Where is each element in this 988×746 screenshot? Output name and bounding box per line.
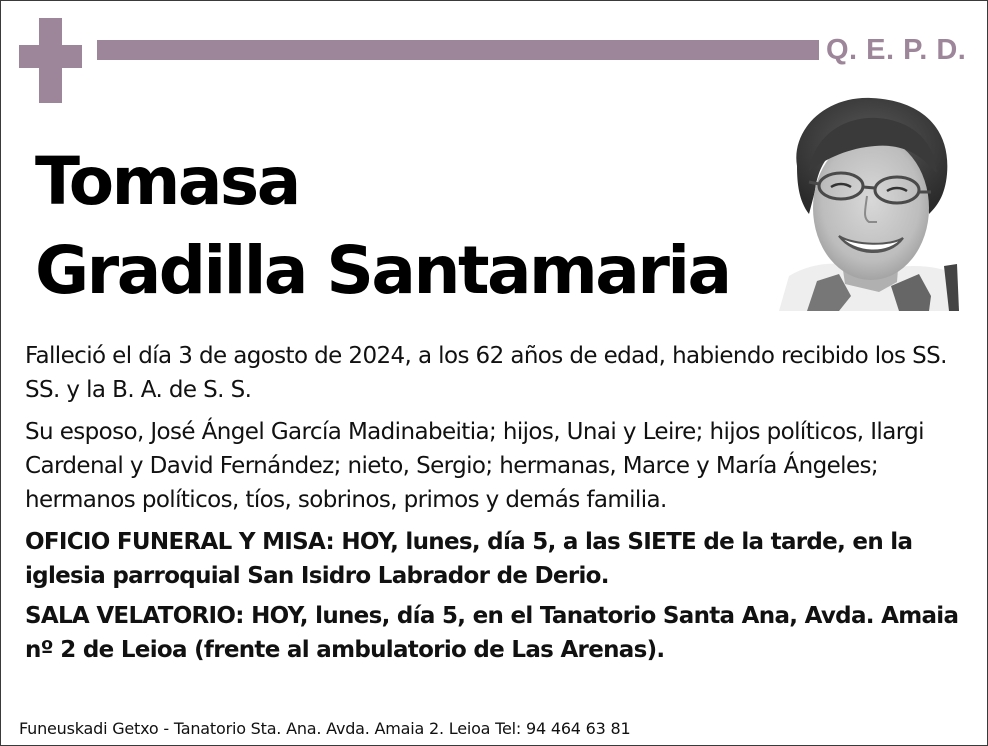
funeral-service-info: OFICIO FUNERAL Y MISA: HOY, lunes, día 5, a las SIETE de la tarde, en la iglesia parroquial San Isidro Labrador de Derio.: [25, 529, 913, 589]
deceased-surnames: Gradilla Santamaria: [35, 232, 730, 309]
obituary-body: [25, 339, 965, 673]
deceased-name: [35, 137, 730, 315]
header-divider-bar: [97, 40, 819, 60]
latin-cross-icon: [19, 18, 82, 103]
qepd-label: Q. E. P. D.: [826, 34, 967, 66]
deceased-first-name: Tomasa: [35, 143, 299, 220]
death-announcement: Falleció el día 3 de agosto de 2024, a los 62 años de edad, habiendo recibido los SS. SS. y la B. A. de S. S.: [25, 343, 947, 403]
funeral-home-footer: Funeuskadi Getxo - Tanatorio Sta. Ana. Avda. Amaia 2. Leioa Tel: 94 464 63 81: [19, 719, 631, 738]
portrait-photo: [779, 96, 959, 311]
wake-room-info: SALA VELATORIO: HOY, lunes, día 5, en el Tanatorio Santa Ana, Avda. Amaia nº 2 de Leioa (frente al ambulatorio de Las Arenas).: [25, 603, 959, 663]
family-list: Su esposo, José Ángel García Madinabeitia; hijos, Unai y Leire; hijos políticos, Ilargi Cardenal y David Fernández; nieto, Sergio; hermanas, Marce y María Ángeles; hermanos políticos, tíos, sobrinos, primos y demás familia.: [25, 419, 924, 513]
